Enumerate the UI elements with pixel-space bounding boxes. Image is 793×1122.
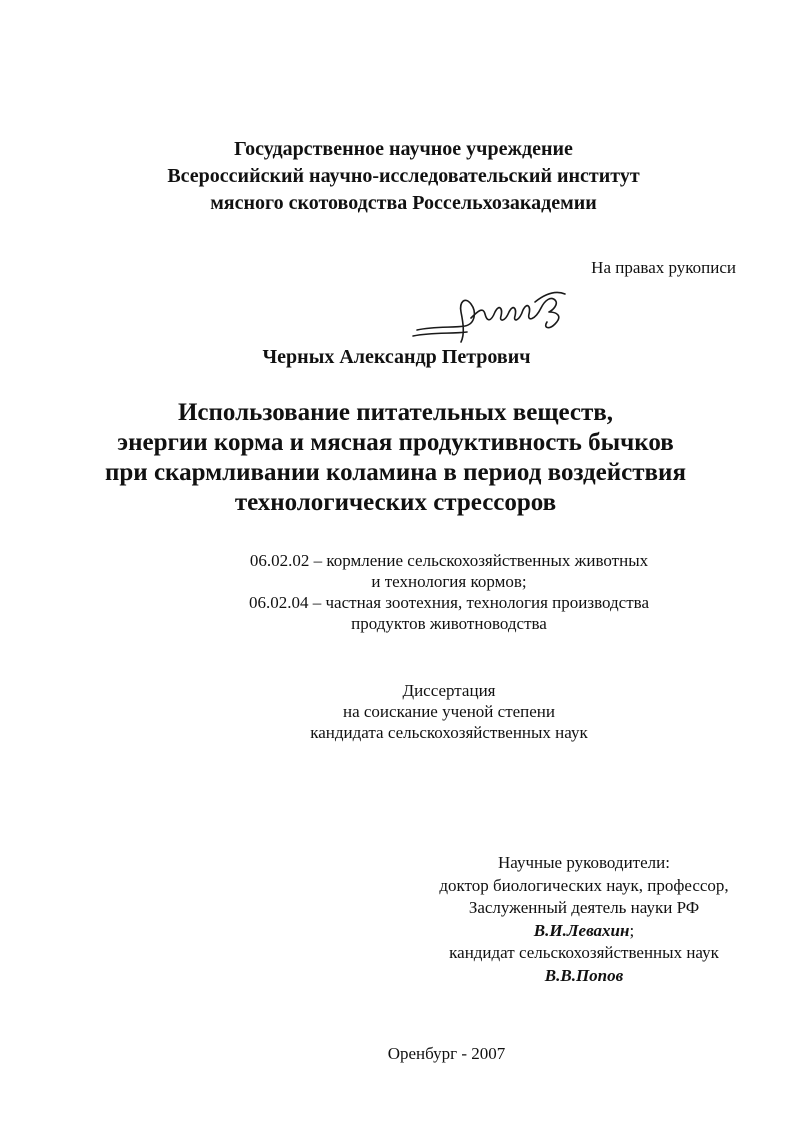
specialty-line-2: и технология кормов; [371,572,527,591]
author-name: Черных Александр Петрович [262,346,531,368]
title-line-1: Использование питательных веществ, [177,399,614,426]
title-line-3: при скармливании коламина в период воздействия [104,459,686,486]
supervisor-1-name: В.И.Левахин [533,920,630,940]
degree-line-2: на соискание ученой степени [342,702,556,721]
specialty-line-3: 06.02.04 – частная зоотехния, технология производства [249,593,649,612]
specialty-line-1: 06.02.02 – кормление сельскохозяйственных животных [249,551,649,570]
supervisor-1-title: доктор биологических наук, профессор, [439,875,729,895]
supervisor-1-separator: ; [629,920,635,940]
institution-line-1: Государственное научное учреждение [234,138,573,160]
degree-line-3: кандидата сельскохозяйственных наук [310,723,588,742]
supervisor-1-name-line [340,920,793,943]
title-line-4: технологических стрессоров [234,489,557,516]
supervisor-2-title: кандидат сельскохозяйственных наук [449,943,719,962]
rights-note: На правах рукописи [591,258,736,277]
institution-line-2: Всероссийский научно-исследовательский институт [167,165,640,187]
degree-statement [200,680,698,743]
specialty-line-4: продуктов животноводства [351,614,547,633]
degree-line-1: Диссертация [402,681,496,700]
city-year: Оренбург - 2007 [387,1044,506,1063]
supervisors-heading: Научные руководители: [498,853,670,872]
specialty-codes [200,550,698,634]
institution-header [0,136,793,217]
supervisor-1-honor: Заслуженный деятель науки РФ [468,898,700,917]
supervisors-block [340,852,793,987]
handwritten-signature-icon [405,282,595,348]
dissertation-title [0,398,793,518]
title-line-2: энергии корма и мясная продуктивность бычков [117,429,674,456]
institution-line-3: мясного скотоводства Россельхозакадемии [210,192,597,214]
footer [0,1043,793,1065]
supervisor-2-name: В.В.Попов [544,965,624,985]
